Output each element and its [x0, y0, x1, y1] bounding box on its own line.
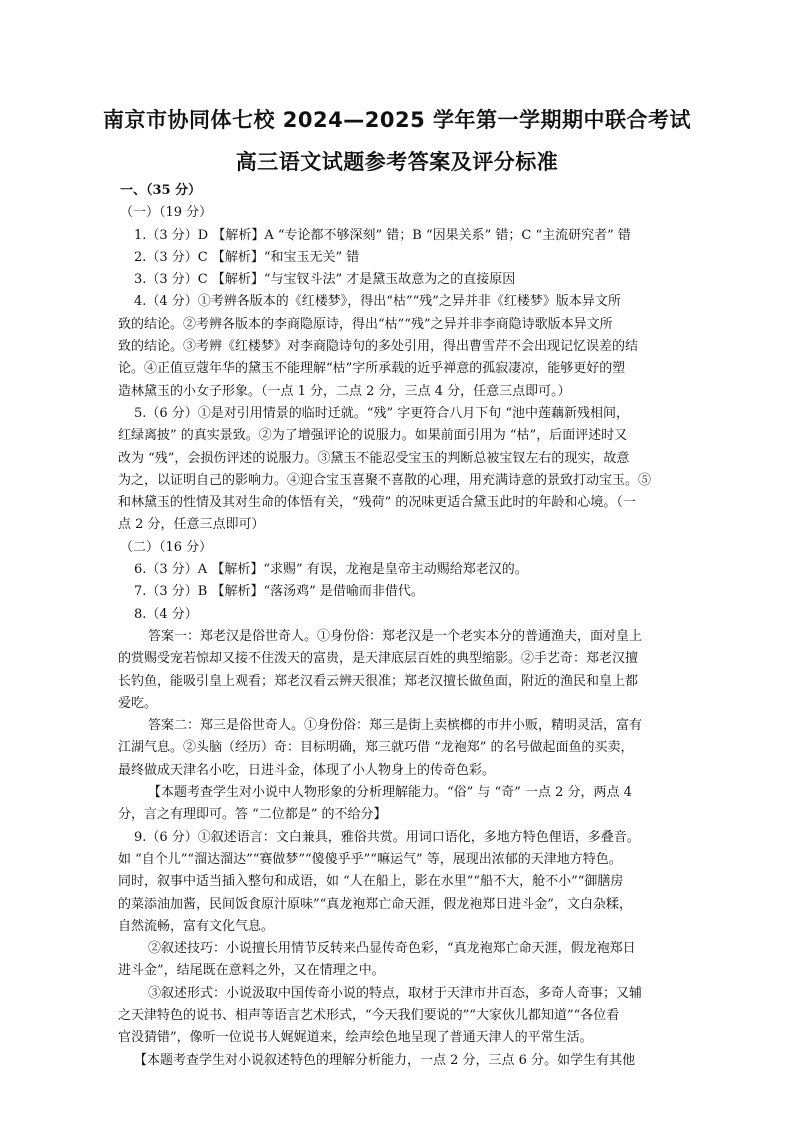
- text-line: 长钓鱼，能吸引皇上观看；郑老汉看云辨天很准；郑老汉擅长做鱼面，附近的渔民和皇上都: [118, 673, 639, 689]
- text-line: 同时，叙事中适当插入整句和成语，如 “人在船上，影在水里”“船不大，舱不小”“御膳房: [118, 874, 624, 890]
- text-line: 答案二：郑三是俗世奇人。①身份俗：郑三是街上卖槟榔的市井小贩，精明灵活，富有: [148, 718, 643, 734]
- text-line: 致的结论。③考辨《红楼梦》对李商隐诗句的多处引用，得出曹雪芹不会出现记忆误差的结: [118, 339, 639, 355]
- text-line: 造林黛玉的小女子形象。（一点 1 分，二点 2 分，三点 4 分，任意三点即可。）: [118, 383, 571, 399]
- text-line: 致的结论。②考辨各版本的李商隐原诗，得出“枯”“残”之异并非李商隐诗歌版本异文所: [118, 316, 613, 332]
- text-line: 7.（3 分）B 【解析】“落汤鸡” 是借喻而非借代。: [134, 584, 424, 600]
- text-line: 8.（4 分）: [134, 606, 198, 622]
- text-line: 爱吃。: [118, 695, 158, 711]
- text-line: 3.（3 分）C 【解析】“与宝钗斗法” 才是黛玉故意为之的直接原因: [134, 272, 516, 288]
- text-line: 江湖气息。②头脑（经历）奇：目标明确，郑三就巧借 “龙袍郑” 的名号做起面鱼的买卖，: [118, 740, 634, 756]
- text-line: 如 “自个儿”“溜达溜达”“赛做梦”“傻傻乎乎”“嘛运气” 等，展现出浓郁的天津地方特色。: [118, 851, 622, 867]
- text-line: 9.（6 分）①叙述语言：文白兼具，雅俗共赏。用词口语化，多地方特色俚语，多叠音。: [134, 829, 640, 845]
- text-line: ②叙述技巧：小说擅长用情节反转来凸显传奇色彩，“真龙袍郑亡命天涯，假龙袍郑日: [148, 941, 636, 957]
- text-line: （一）（19 分）: [120, 205, 213, 221]
- text-line: 的菜添油加酱，民间饭食原汁原味”“真龙袍郑亡命天涯，假龙袍郑日进斗金”，文白杂糅，: [118, 896, 632, 912]
- document-subtitle: 高三语文试题参考答案及评分标准: [235, 150, 559, 174]
- text-line: 最终做成天津名小吃，日进斗金，体现了小人物身上的传奇色彩。: [118, 762, 496, 778]
- text-line: 6.（3 分）A 【解析】“求赐” 有误，龙袍是皇帝主动赐给郑老汉的。: [134, 562, 528, 578]
- text-line: 5.（6 分）①是对引用情景的临时迁就。“残” 字更符合八月下旬 “池中莲藕新残相间，: [134, 405, 630, 421]
- text-line: 的赏赐受宠若惊却又接不住泼天的富贵，是天津底层百姓的典型缩影。②手艺奇：郑老汉擅: [118, 651, 639, 667]
- text-line: 和林黛玉的性情及其对生命的体悟有关，“残荷” 的况味更适合黛玉此时的年龄和心境。（一: [118, 495, 636, 511]
- text-line: 点 2 分，任意三点即可）: [118, 517, 265, 533]
- text-line: 为之，以证明自己的影响力。④迎合宝玉喜聚不喜散的心理，用充满诗意的景致打动宝玉。⑤: [118, 472, 652, 488]
- text-line: 官没猜错”，像听一位说书人娓娓道来，绘声绘色地呈现了普通天津人的平常生活。: [118, 1030, 593, 1046]
- text-line: 论。④正值豆蔻年华的黛玉不能理解“枯”字所承载的近乎禅意的孤寂凄凉，能够更好的塑: [118, 361, 626, 377]
- text-line: 进斗金”，结尾既在意料之外，又在情理之中。: [118, 963, 385, 979]
- text-line: 2.（3 分）C 【解析】“和宝玉无关” 错: [134, 249, 360, 265]
- text-line: 分，言之有理即可。答 “二位都是” 的不给分】: [118, 807, 387, 823]
- text-line: 【本题考查学生对小说中人物形象的分析理解能力。“俗” 与 “奇” 一点 2 分，两点 4: [148, 785, 632, 801]
- text-line: 1.（3 分）D 【解析】A “专论都不够深刻” 错；B “因果关系” 错；C “主流研究者” 错: [134, 227, 631, 243]
- text-line: 自然流畅，富有文化气息。: [118, 918, 275, 934]
- answer-body: [118, 180, 678, 1072]
- text-line: 一、（35 分）: [120, 183, 202, 198]
- text-line: ③叙述形式：小说汲取中国传奇小说的特点，取材于天津市井百态，多奇人奇事；又辅: [148, 985, 643, 1001]
- text-line: 改为 “残”，会损伤评述的说服力。③黛玉不能忍受宝玉的判断总被宝钗左右的现实，故意: [118, 450, 630, 466]
- document-title: 南京市协同体七校 2024—2025 学年第一学期期中联合考试: [102, 108, 691, 132]
- text-line: 4.（4 分）①考辨各版本的《红楼梦》，得出“枯”“残”之异并非《红楼梦》版本异文所: [134, 294, 621, 310]
- text-line: 之天津特色的说书、相声等语言艺术形式，“今天我们要说的”“大家伙儿都知道”“各位看: [118, 1007, 620, 1023]
- text-line: 答案一：郑老汉是俗世奇人。①身份俗：郑老汉是一个老实本分的普通渔夫，面对皇上: [148, 628, 643, 644]
- text-line: （二）（16 分）: [120, 539, 213, 555]
- text-line: 【本题考查学生对小说叙述特色的理解分析能力，一点 2 分，三点 6 分。如学生有其他: [134, 1052, 636, 1068]
- text-line: 红绿离披” 的真实景致。②为了增强评论的说服力。如果前面引用为 “枯”，后面评述时又: [118, 428, 628, 444]
